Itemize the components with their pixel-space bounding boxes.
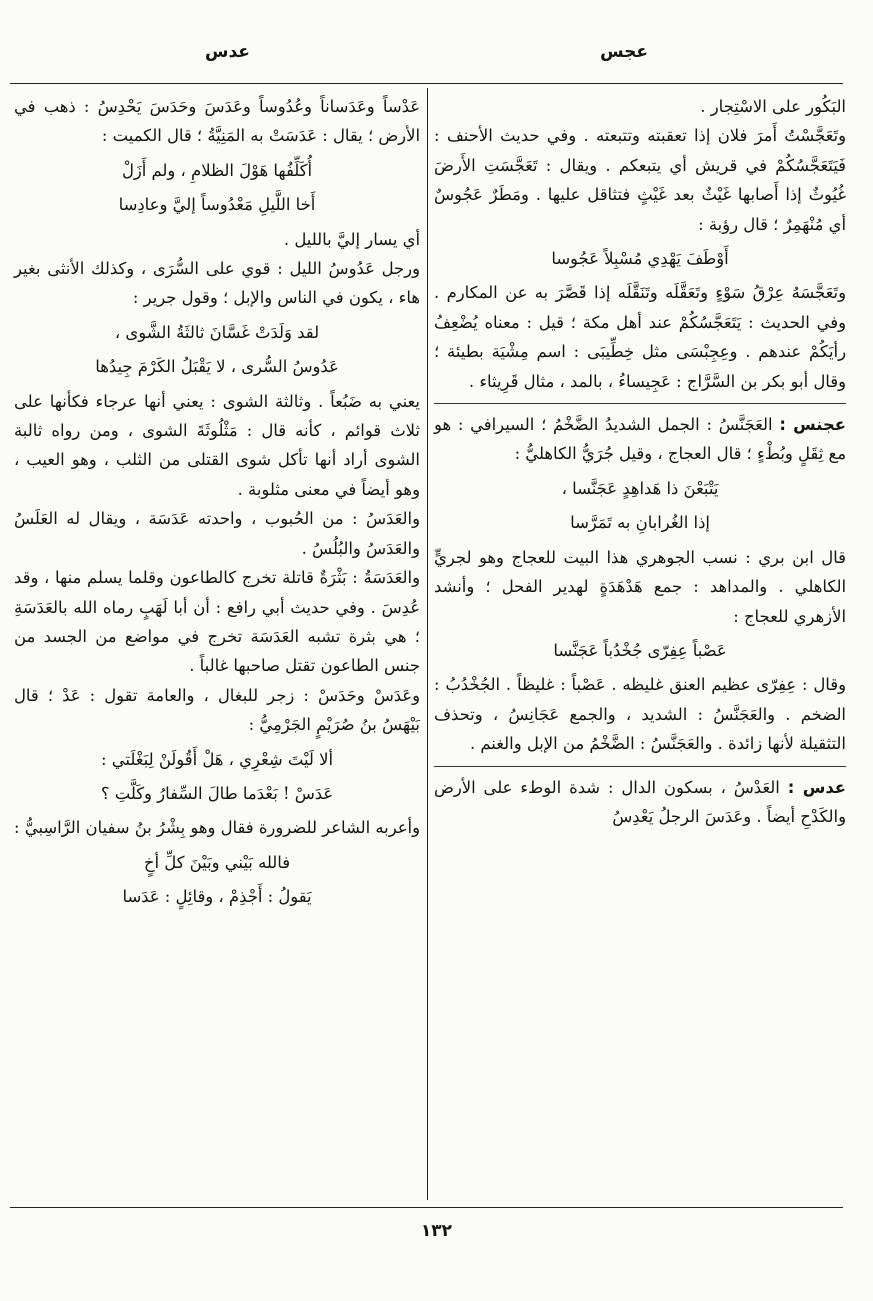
verse-line: عَصْباً عِفِرّى جُخْدُباً عَجَنَّسا xyxy=(553,640,727,660)
paragraph: البَكُور على الاسْتِجار . xyxy=(700,97,846,116)
paragraph: يعني به ضَبُعاً . وثالثة الشوى : يعني أنها عرجاء فكأنها على ثلاث قوائم ، كأنه قال : مَثْلُوثَةَ الشوى ، ومن رواه ثالبة الشوى أراد أنها تأكل شوى القتلى من الثلب ، وهو العيب ، وهو أيضاً في معنى مثلوبة . xyxy=(14,391,420,499)
verse-line: عَدَسْ ! بَعْدَما طالَ السِّفارُ وكَلَّتِ ؟ xyxy=(100,783,334,803)
verse-line: يَتْبَعْنَ ذا هَداهِدٍ عَجَنَّسا ، xyxy=(561,478,719,498)
right-headword: عجس xyxy=(600,42,648,62)
verse-line: أَوْطَفَ يَهْدِي مُسْبِلاً عَجُوسا xyxy=(551,249,729,269)
left-headword: عدس xyxy=(205,42,250,62)
verse-line: لقد وَلَدَتْ غَسَّانَ ثالثَةُ الشَّوى ، xyxy=(114,322,320,342)
paragraph: والعَدَسَةُ : بَثْرَةٌ قاتلة تخرج كالطاعون وقلما يسلم منها ، وقد عُدِسَ . وفي حديث أبي رافع : أن أبا لَهَبٍ رماه الله بالعَدَسَةِ ؛ هي بثرة تشبه العَدَسَة تخرج في مواضع من الجسد من جنس الطاعون تقتل صاحبها غالباً . xyxy=(14,568,420,676)
right-column xyxy=(434,92,846,831)
header-rule xyxy=(10,83,843,84)
verse-line: أَخا اللَّيلِ مَعْدُوساً إليَّ وعادِسا xyxy=(118,195,316,215)
paragraph: وتَعَجَّسْتُ أَمرَ فلان إذا تعقبته وتتبعته . وفي حديث الأحنف : فَيَتَعَجَّسُكُمْ في قريش أي يتبعكم . ويقال : تَعَجَّسَتِ الأَرضَ غُيُوثٌ إذا أَصابها غَيْثٌ بعد غَيْثٍ فتثاقل عليها . ومَطَرٌ عَجُوسٌ أي مُنْهَمِرٌ ؛ قال رؤبة : xyxy=(434,126,846,234)
page-header xyxy=(0,42,873,72)
column-divider xyxy=(427,88,428,1200)
paragraph: وأعربه الشاعر للضرورة فقال وهو بِشْرُ بنُ سفيان الرَّاسِبيُّ : xyxy=(14,818,420,838)
paragraph: عَدْساً وعَدَساناً وعُدُوساً وعَدَسَ وحَدَسَ يَحْدِسُ : ذهب في الأرض ؛ يقال : عَدَسَتْ به المَنِيَّةُ ؛ قال الكميت : xyxy=(14,97,420,146)
entry-paragraph xyxy=(434,773,846,832)
paragraph: والعَدَسُ : من الحُبوب ، واحدته عَدَسَة ، ويقال له العَلَسُ والعَدَسُ والبُلُسُ . xyxy=(14,509,420,558)
paragraph: ورجل عَدُوسُ الليل : قوي على السُّرَى ، وكذلك الأنثى بغير هاء ، يكون في الناس والإبل ؛ وقول جرير : xyxy=(14,259,420,308)
paragraph: وتَعَجَّسَهُ عِرْقُ سَوْءٍ وتَعَقَّلَه وتَنَقَّلَه إذا قَصَّرَ به عن المكارم . وفي الحديث : يَتَعَجَّسُكُمْ عند أهل مكة ؛ قيل : معناه يُضْعِفُ رأيَكُمْ عندهم . وعِجِبْسَى مثل خِطِّيبَى : اسم مِشْيَة بطيئة ؛ وقال أبو بكر بن السَّرَّاج : عَجِيساءُ ، بالمد ، مثال قَرِيثاء . xyxy=(434,283,846,391)
verse-line: أُكَلِّفُها هَوْلَ الظلامِ ، ولم أَزَلْ xyxy=(121,160,313,180)
footer-rule xyxy=(10,1207,843,1208)
verse-line: فالله بَيْني وبَيْنَ كلِّ أخٍ xyxy=(143,852,291,872)
verse-line: إذا الغُرابانِ به تَمَرَّسا xyxy=(570,513,710,533)
paragraph: أي يسار إليَّ بالليل . xyxy=(283,229,420,249)
left-column xyxy=(14,92,420,917)
entry-text: العَدْسُ ، بسكون الدال : شدة الوطء على الأرض والكَدْحِ أيضاً . وعَدَسَ الرجلُ يَعْدِسُ xyxy=(434,777,846,826)
verse-line: يَقولُ : أَجْذِمْ ، وقائِلٍ : عَدَسا xyxy=(122,887,312,907)
entry-paragraph xyxy=(434,410,846,469)
verse-line: عَدُوسُ السُّرى ، لا يَقْبَلُ الكَرْمَ جِيدُها xyxy=(95,357,339,377)
entry-headword: عجنس : xyxy=(779,415,846,435)
paragraph: وقال : عِفِرّى عظيم العنق غليظه . عَصْباً : غليظاً . الجُخْدُبُ : الضخم . والعَجَنَّسُ : الشديد ، والجمع عَجَانِسُ ، وتحذف التثقيلة لأنها زائدة . والعَجَنَّسُ : الضَّخْمُ من الإبل والغنم . xyxy=(434,675,846,754)
entry-separator xyxy=(434,403,846,404)
entry-headword: عدس : xyxy=(787,777,846,797)
entry-separator xyxy=(434,766,846,767)
entry-text: العَجَنَّسُ : الجمل الشديدُ الضَّخْمُ ؛ السيرافي : هو مع ثِقَلٍ وبُطْءٍ ؛ قال العجاج ، وقيل جُرَيُّ الكاهليُّ : xyxy=(434,415,846,464)
paragraph: وعَدَسْ وحَدَسْ : زجر للبغال ، والعامة تقول : عَدْ ؛ قال بَيْهَسُ بنُ صُرَيْمٍ الجَرْمِيُّ : xyxy=(14,685,420,735)
paragraph: قال ابن بري : نسب الجوهري هذا البيت للعجاج وهو لجريٍّ الكاهلي . والمداهد : جمع هَدْهَدَةٍ لهدير الفحل ؛ وأنشد الأزهري للعجاج : xyxy=(434,547,846,626)
verse-line: ألا لَيْتَ شِعْرِي ، هَلْ أَقُولَنْ لِبَغْلَتي : xyxy=(101,749,333,769)
page-number: ١٣٢ xyxy=(420,1221,453,1241)
